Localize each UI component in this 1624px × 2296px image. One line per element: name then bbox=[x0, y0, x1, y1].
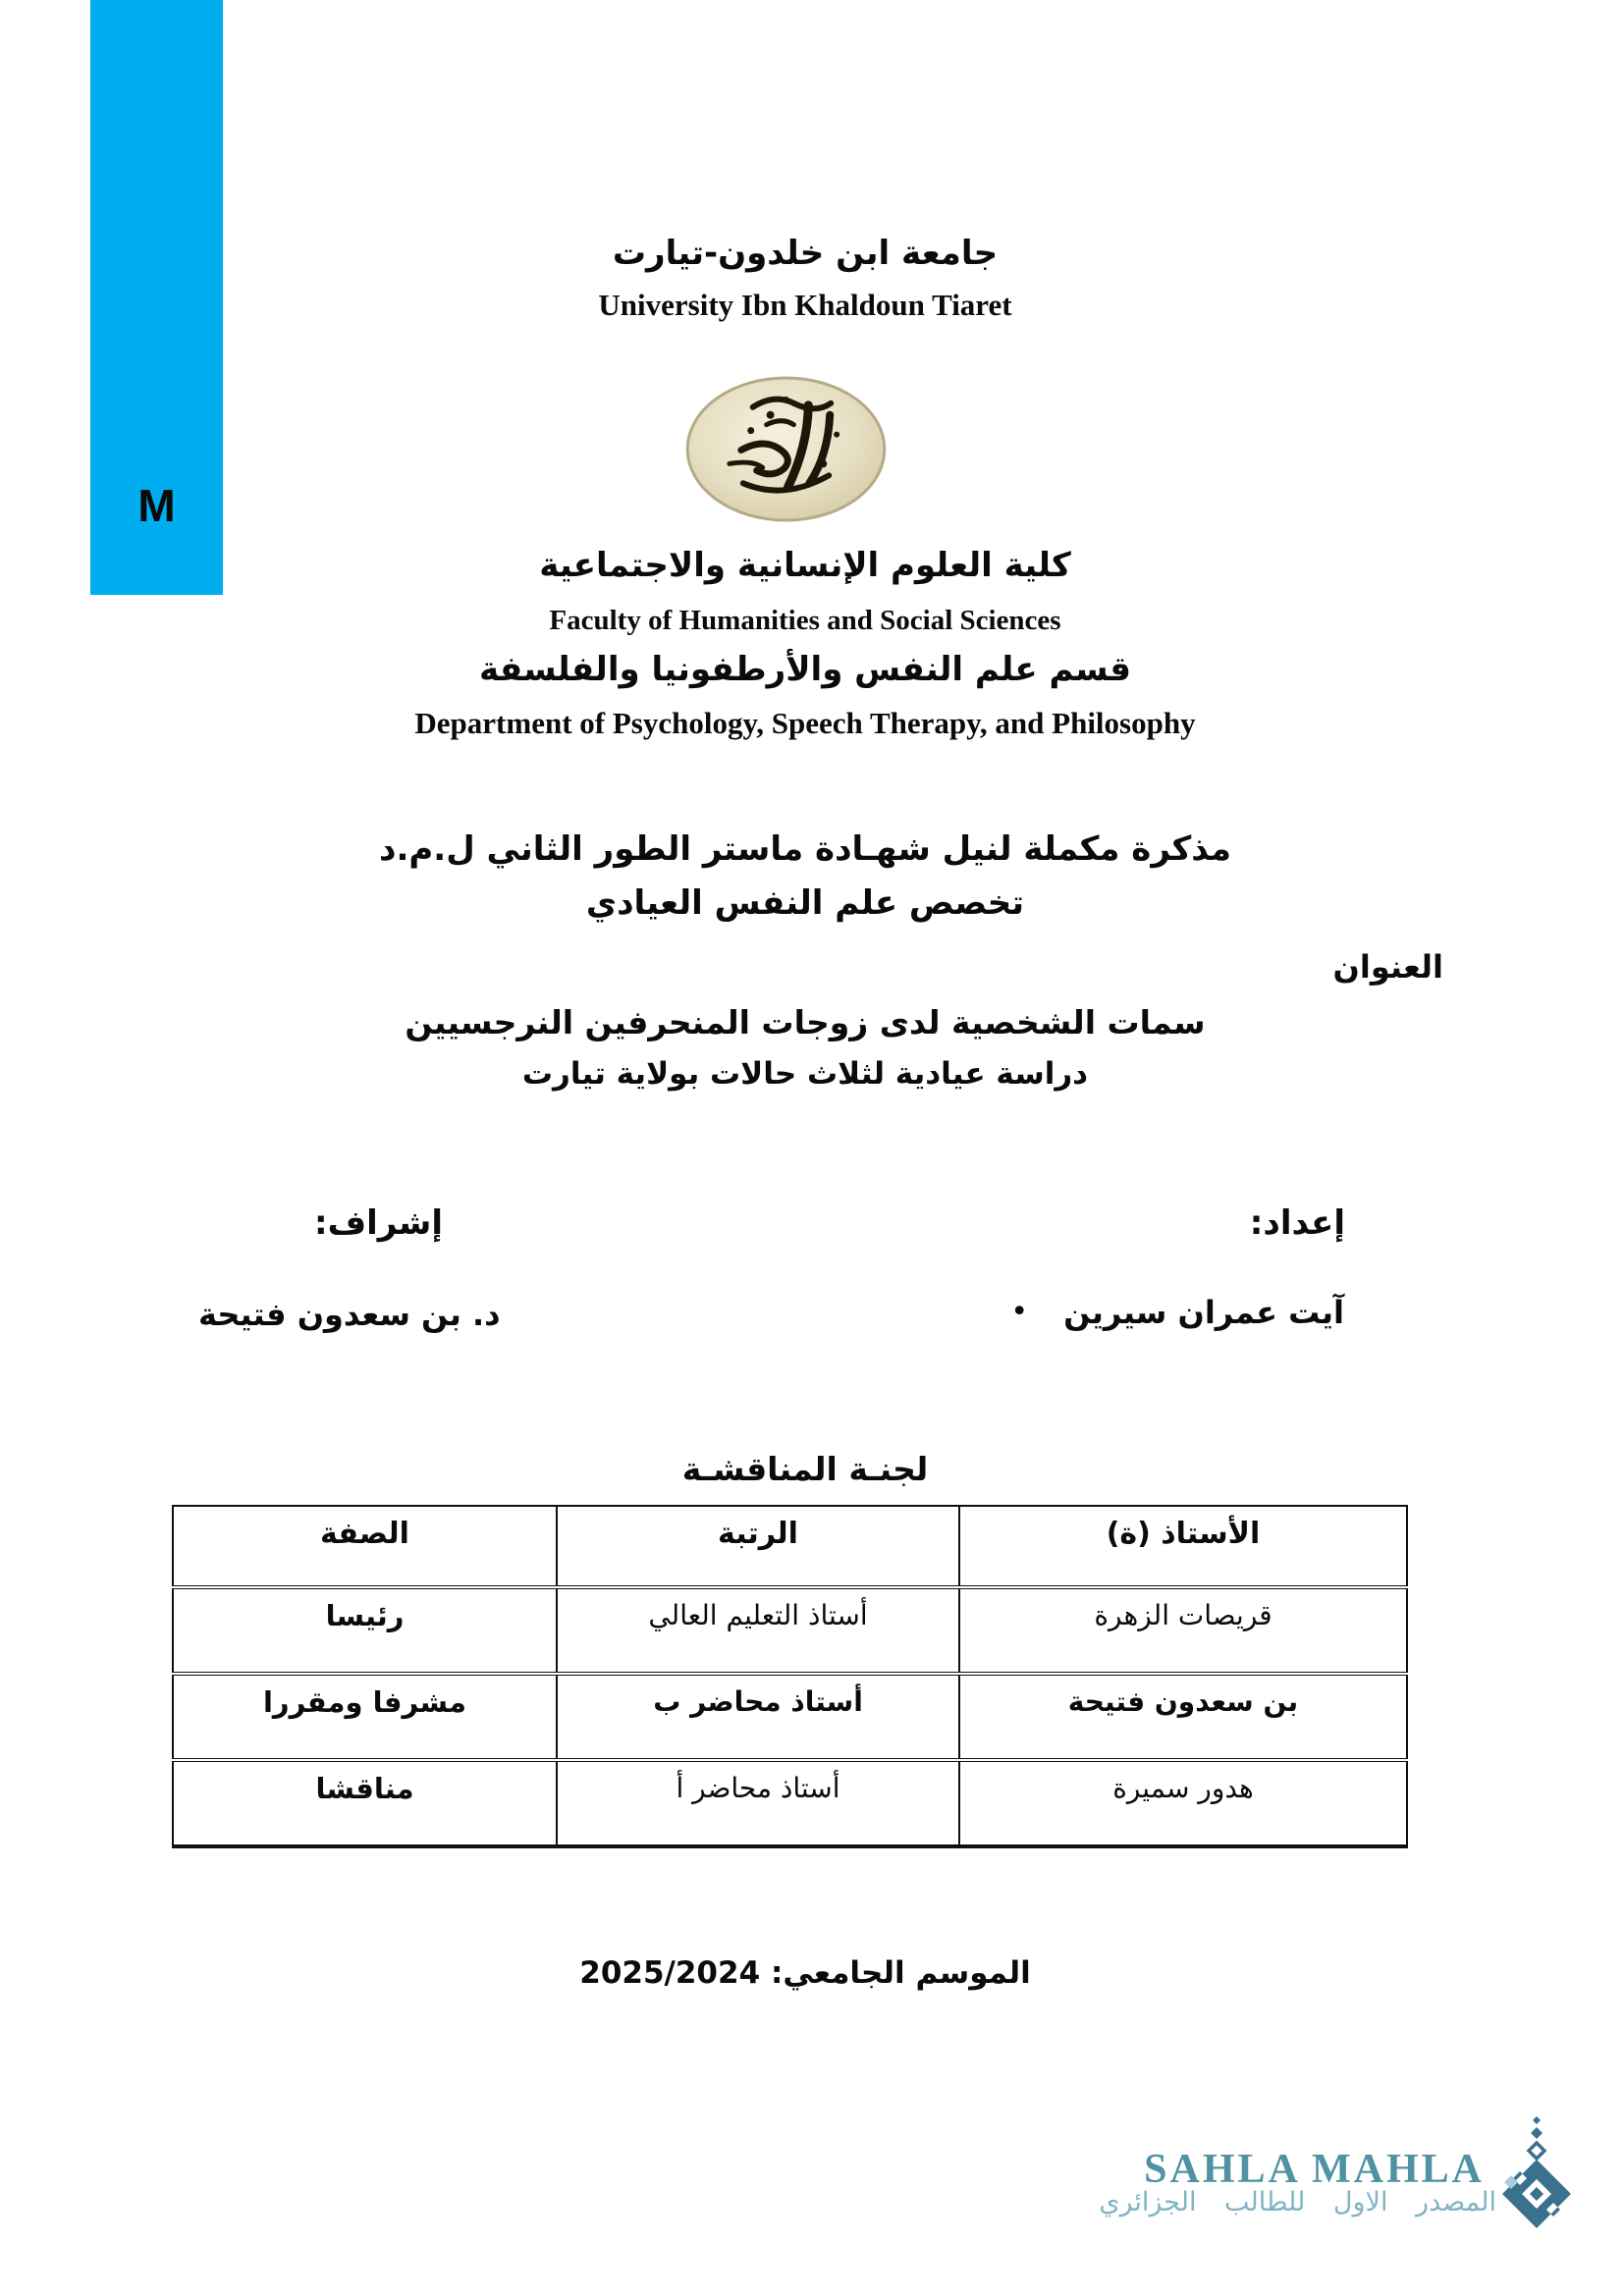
faculty-name-english: Faculty of Humanities and Social Sciences bbox=[549, 605, 1061, 636]
table-row bbox=[173, 1674, 1407, 1760]
university-seal-icon bbox=[684, 374, 888, 524]
specialty-line: تخصص علم النفس العيادي bbox=[585, 883, 1025, 923]
role-cell: مناقشا bbox=[173, 1760, 557, 1846]
column-header-role: الصفة bbox=[173, 1506, 557, 1587]
degree-requirement-line: مذكرة مكملة لنيل شهـادة ماستر الطور الثاني ل.م.د bbox=[379, 829, 1231, 869]
prepared-by-label: إعداد: bbox=[1249, 1203, 1345, 1243]
binder-tab-letter: M bbox=[137, 480, 176, 531]
role-cell: مشرفا ومقررا bbox=[173, 1674, 557, 1760]
committee-heading: لجنـة المناقشـة bbox=[681, 1450, 929, 1488]
table-row bbox=[173, 1760, 1407, 1846]
professor-cell: بن سعدون فتيحة bbox=[959, 1674, 1407, 1760]
student-name: آيت عمران سيرين bbox=[1063, 1294, 1344, 1331]
university-name-arabic: جامعة ابن خلدون-تيارت bbox=[612, 234, 999, 273]
professor-cell: هدور سميرة bbox=[959, 1760, 1407, 1846]
thesis-title-line1: سمات الشخصية لدى زوجات المنحرفين النرجسيين bbox=[405, 1003, 1206, 1041]
role-cell: رئيسا bbox=[173, 1587, 557, 1674]
faculty-name-arabic: كلية العلوم الإنسانية والاجتماعية bbox=[539, 546, 1071, 585]
table-row bbox=[173, 1587, 1407, 1674]
sahla-mahla-brand: SAHLA MAHLA bbox=[1144, 2147, 1485, 2192]
rank-cell: أستاذ محاضر أ bbox=[557, 1760, 959, 1846]
rank-cell: أستاذ محاضر ب bbox=[557, 1674, 959, 1760]
supervisor-name: د. بن سعدون فتيحة bbox=[198, 1296, 501, 1333]
student-list-item bbox=[1010, 1294, 1344, 1331]
sahla-mahla-tagline: المصدر الاول للطالب الجزائري bbox=[1099, 2187, 1496, 2217]
thesis-title-line2: دراسة عيادية لثلاث حالات بولاية تيارت bbox=[521, 1056, 1089, 1092]
department-name-arabic: قسم علم النفس والأرطفونيا والفلسفة bbox=[479, 650, 1131, 689]
column-header-rank: الرتبة bbox=[557, 1506, 959, 1587]
bullet-icon: • bbox=[1010, 1295, 1029, 1329]
academic-year: الموسم الجامعي: 2025/2024 bbox=[579, 1955, 1031, 1991]
committee-header-row bbox=[173, 1506, 1407, 1587]
university-name-english: University Ibn Khaldoun Tiaret bbox=[598, 288, 1012, 322]
supervisor-label: إشراف: bbox=[314, 1203, 443, 1243]
committee-table bbox=[172, 1505, 1408, 1848]
sahla-mahla-kufic-mark-icon bbox=[1500, 2116, 1573, 2232]
professor-cell: قريصات الزهرة bbox=[959, 1587, 1407, 1674]
department-name-english: Department of Psychology, Speech Therapy, and Philosophy bbox=[414, 706, 1196, 740]
column-header-professor: الأستاذ (ة) bbox=[959, 1506, 1407, 1587]
title-label: العنوان bbox=[1332, 948, 1443, 986]
rank-cell: أستاذ التعليم العالي bbox=[557, 1587, 959, 1674]
